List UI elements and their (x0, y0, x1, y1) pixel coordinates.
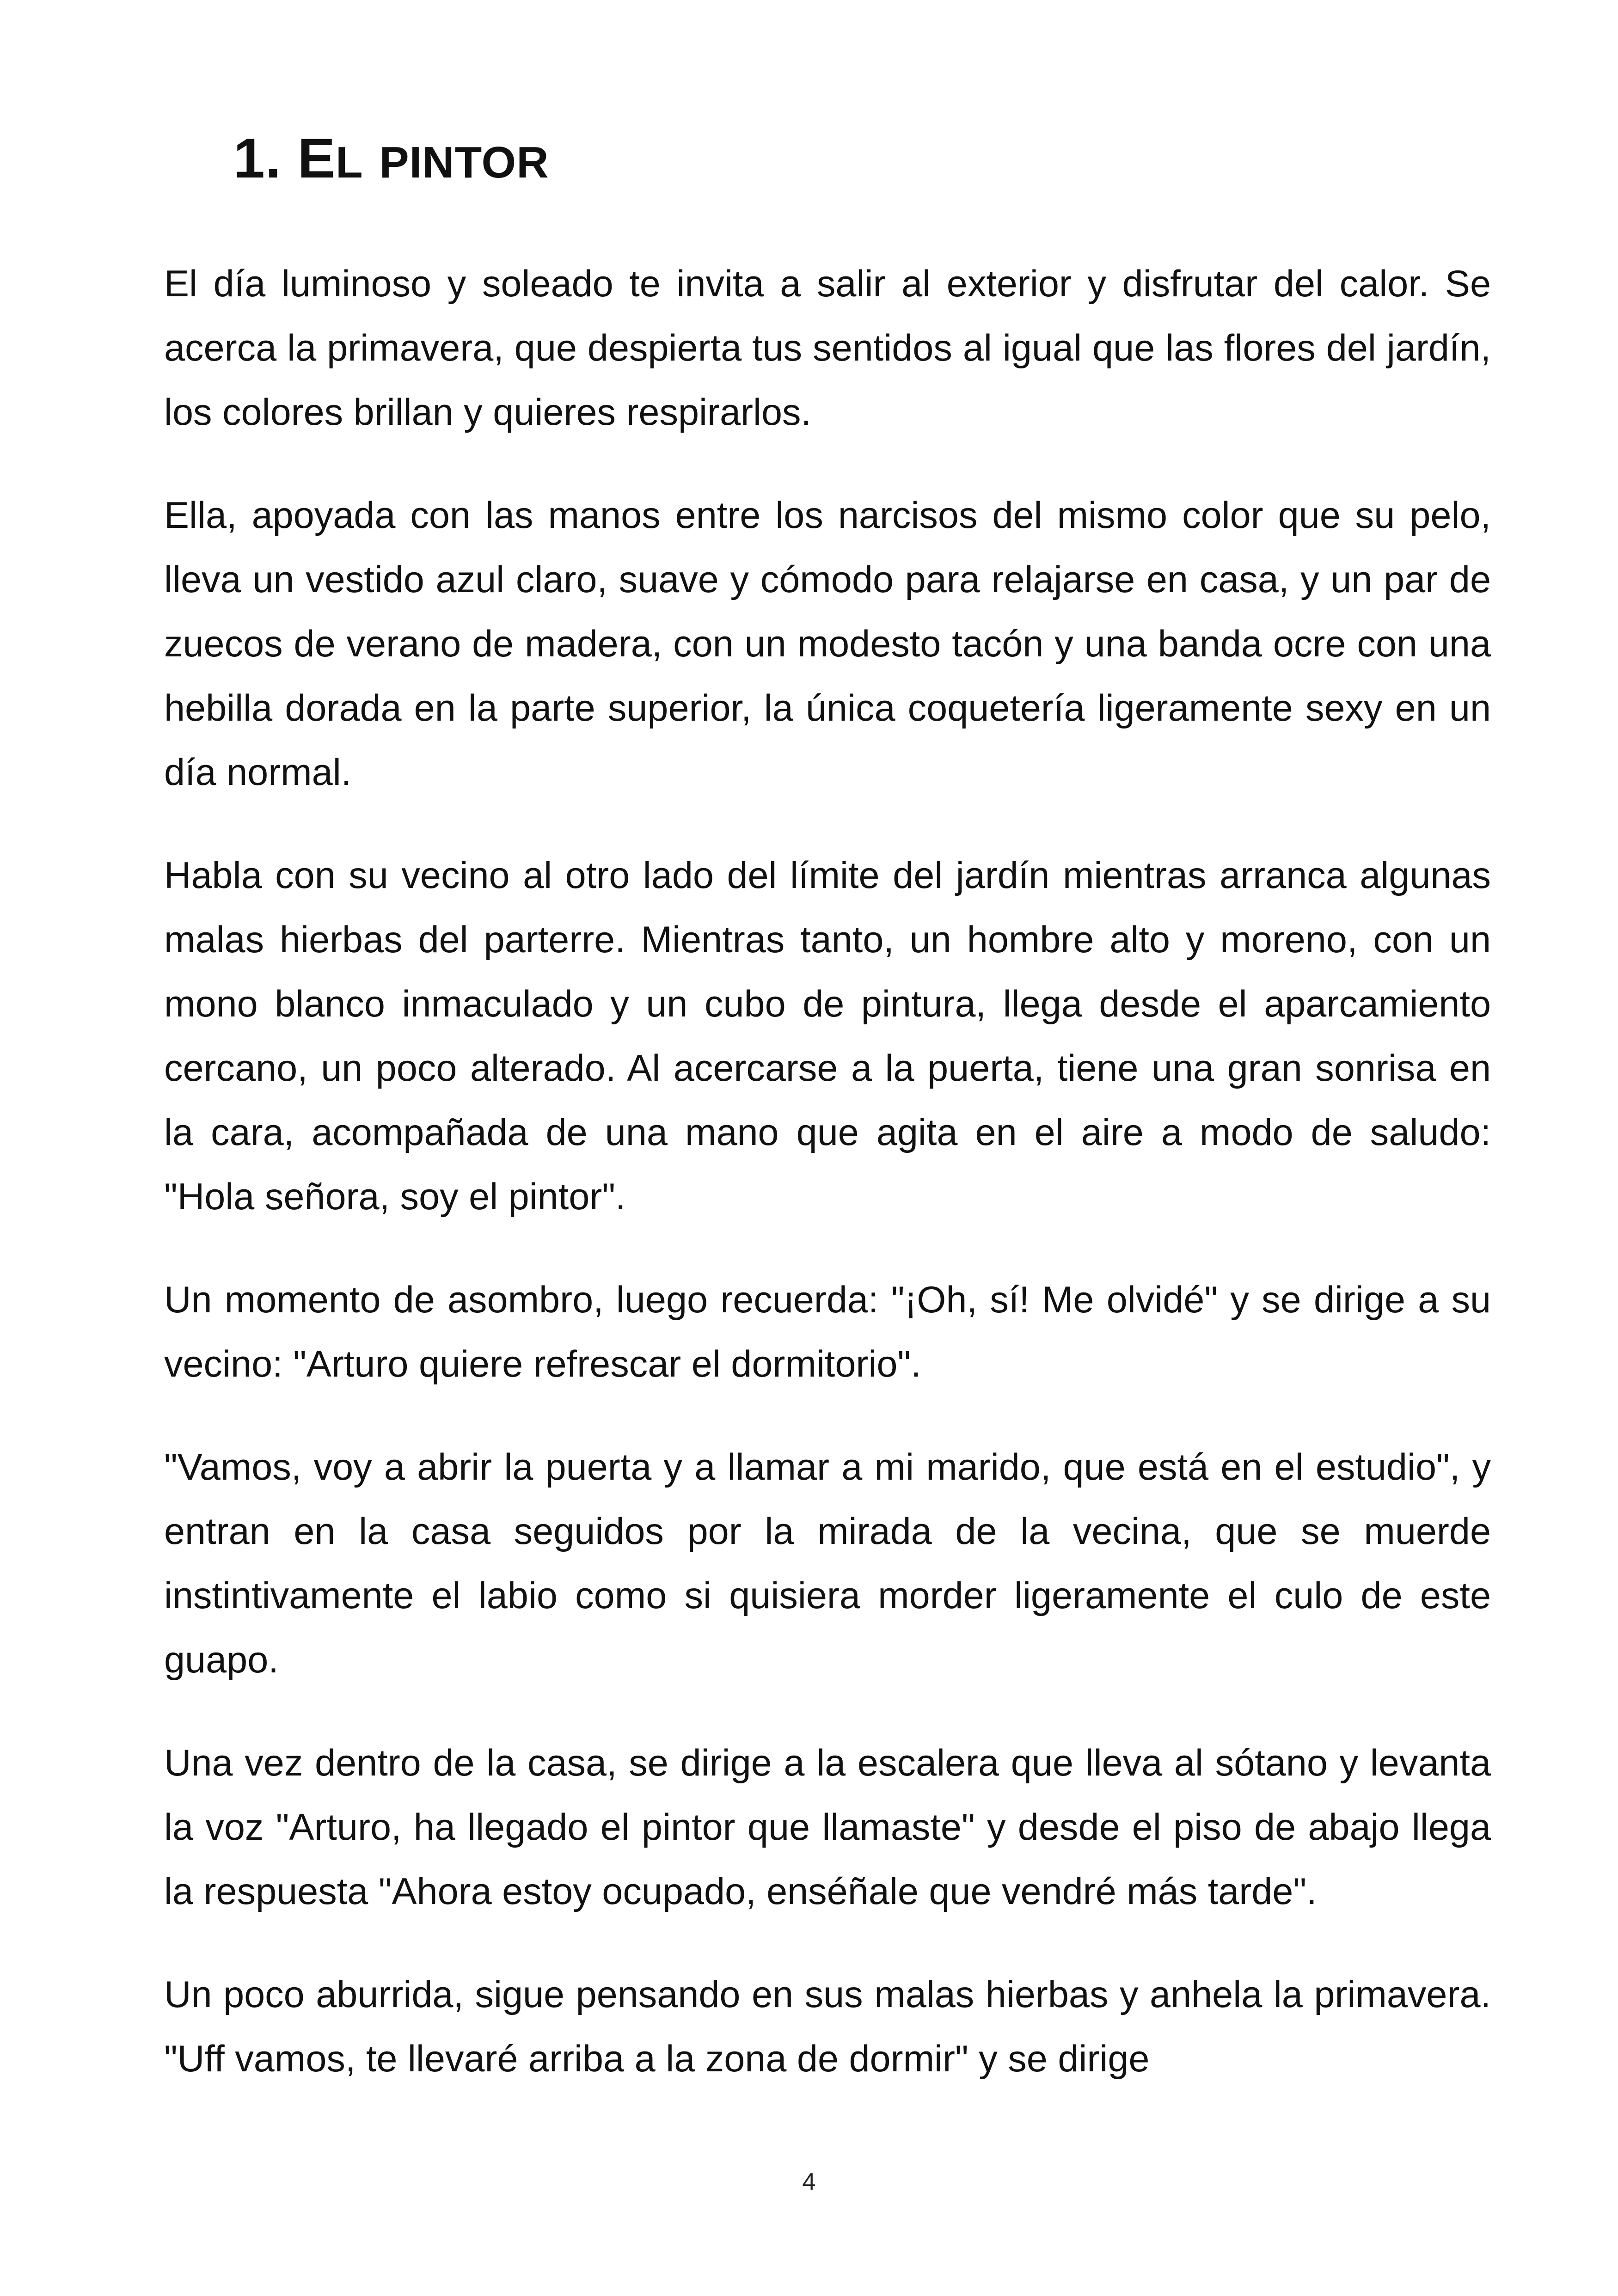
paragraph: El día luminoso y soleado te invita a salir al exterior y disfrutar del calor. Se acerca la primavera, que despierta tus sentidos al igual que las flores del jardín, los colores brillan y quieres respirarlos. (164, 263, 1491, 433)
paragraph: Un momento de asombro, luego recuerda: "¡Oh, sí! Me olvidé" y se dirige a su vecino: "Arturo quiere refrescar el dormitorio". (164, 1279, 1491, 1385)
chapter-title-initial: E (297, 127, 336, 190)
page-number: 4 (802, 2168, 816, 2195)
paragraph: Habla con su vecino al otro lado del límite del jardín mientras arranca algunas malas hierbas del parterre. Mientras tanto, un hombre alto y moreno, con un mono blanco inmaculado y un cubo de pintura, llega desde el aparcamiento cercano, un poco alterado. Al acercarse a la puerta, tiene una gran sonrisa en la cara, acompañada de una mano que agita en el aire a modo de saludo: "Hola señora, soy el pintor". (164, 855, 1491, 1218)
paragraph: Ella, apoyada con las manos entre los narcisos del mismo color que su pelo, lleva un vestido azul claro, suave y cómodo para relajarse en casa, y un par de zuecos de verano de madera, con un modesto tacón y una banda ocre con una hebilla dorada en la parte superior, la única coquetería ligeramente sexy en un día normal. (164, 495, 1491, 793)
chapter-title (233, 121, 549, 200)
paragraph: Una vez dentro de la casa, se dirige a la escalera que lleva al sótano y levanta la voz "Arturo, ha llegado el pintor que llamaste" y desde el piso de abajo llega la respuesta "Ahora estoy ocupado, enséñale que vendré más tarde". (164, 1742, 1491, 1912)
chapter-title-second-word: PINTOR (379, 138, 549, 187)
paragraph: "Vamos, voy a abrir la puerta y a llamar a mi marido, que está en el estudio", y entran en la casa seguidos por la mirada de la vecina, que se muerde instintivamente el labio como si quisiera morder ligeramente el culo de este guapo. (164, 1446, 1491, 1681)
paragraph: Un poco aburrida, sigue pensando en sus malas hierbas y anhela la primavera. "Uff vamos, te llevaré arriba a la zona de dormir" y se dirige (164, 1974, 1491, 2080)
chapter-number: 1. (233, 127, 282, 190)
body-text (164, 252, 1491, 2130)
chapter-title-first-word-rest: L (336, 138, 363, 187)
